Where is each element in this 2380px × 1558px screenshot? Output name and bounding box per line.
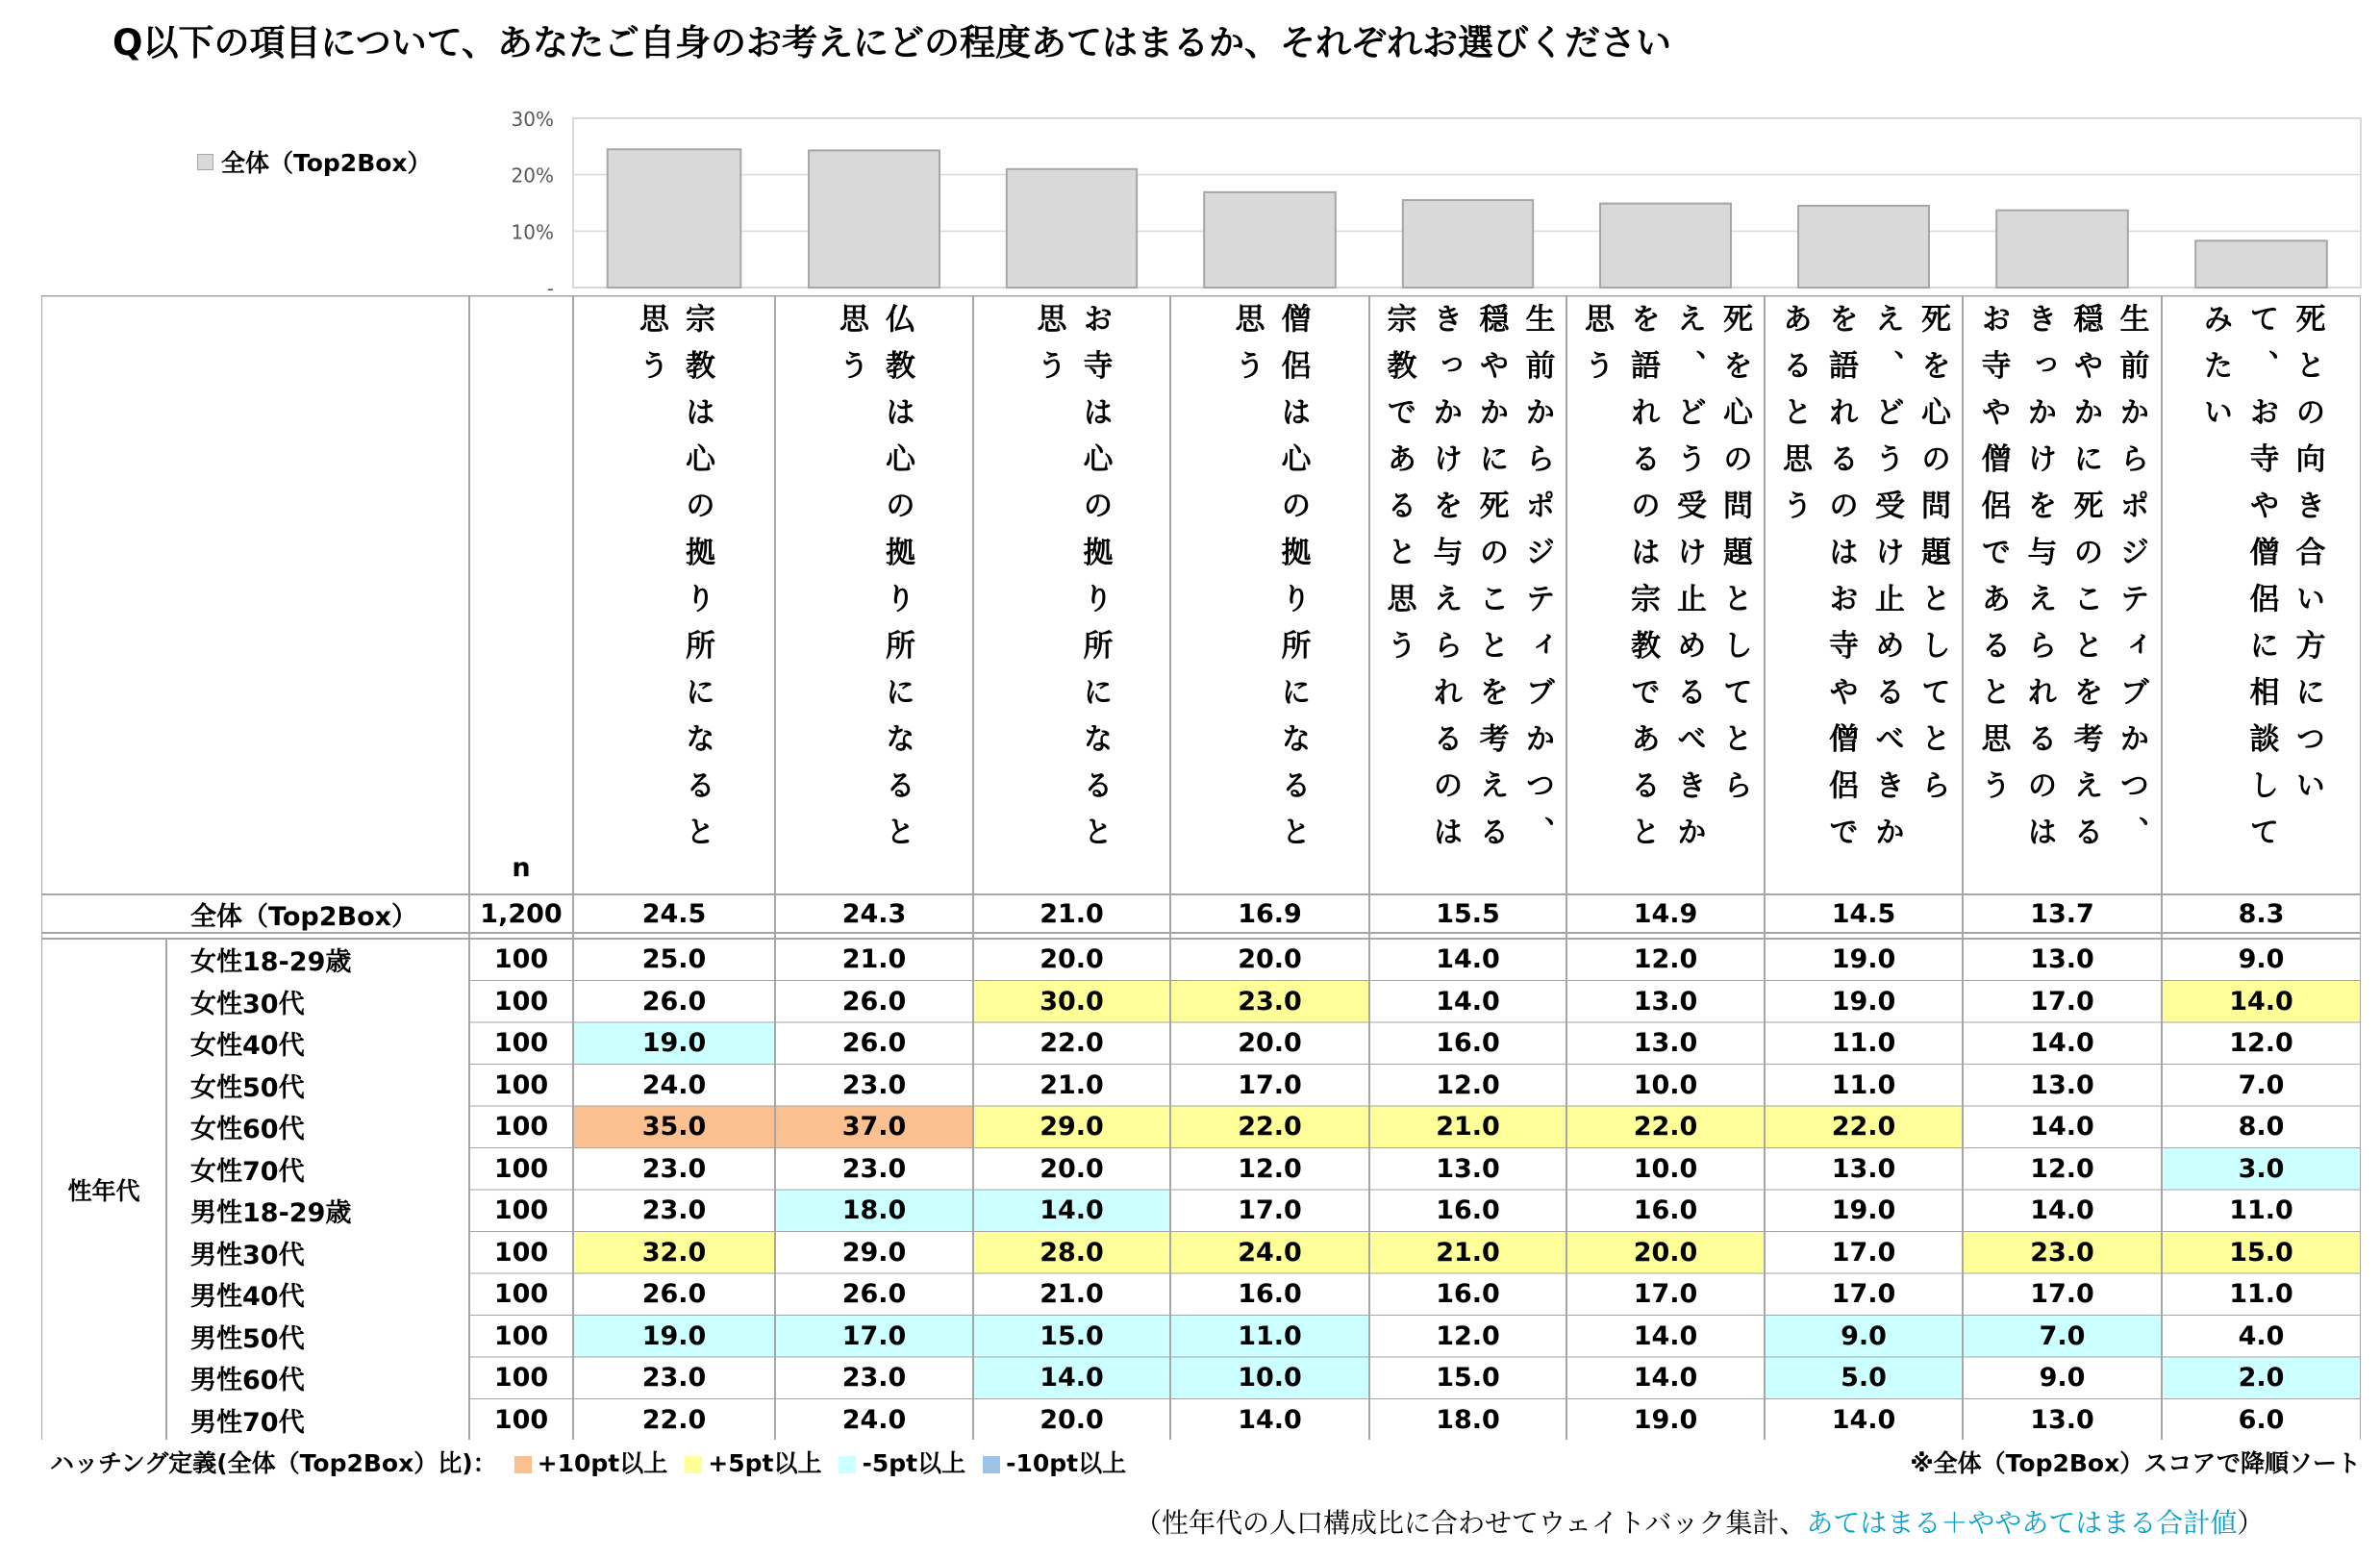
value-cell: 23.0 [1170, 981, 1369, 1023]
column-header-line: 死を心の問題としてとら [1916, 303, 1950, 817]
row-label: 男性60代 [190, 1366, 305, 1396]
row-label: 男性50代 [190, 1323, 305, 1354]
hatching-swatch [685, 1456, 702, 1473]
total-value-cell: 24.3 [841, 898, 907, 929]
value-cell: 11.0 [1170, 1316, 1369, 1358]
hatching-label: ハッチング定義(全体（Top2Box）比)： [50, 1449, 497, 1477]
value-cell: 9.0 [1765, 1316, 1963, 1358]
legend-label: 全体（Top2Box） [221, 149, 432, 177]
value-cell: 5.0 [1765, 1357, 1963, 1399]
value-cell: 23.0 [841, 1363, 907, 1394]
value-cell: 24.0 [841, 1404, 907, 1435]
column-header-line: て、お寺や僧侶に相談して [2243, 303, 2279, 863]
value-cell: 17.0 [775, 1316, 973, 1358]
column-header-line: を語れるのはお寺や僧侶で [1823, 303, 1858, 863]
n-header: n [512, 853, 531, 883]
hatching-swatch [839, 1456, 856, 1473]
value-cell: 21.0 [1040, 1069, 1104, 1100]
column-header-line: 死との向き合い方につい [2290, 303, 2325, 817]
column-header [973, 303, 1170, 863]
value-cell: 20.0 [1238, 1028, 1302, 1059]
total-n-cell: 1,200 [480, 898, 563, 929]
value-cell: 17.0 [2030, 1279, 2094, 1310]
value-cell: 17.0 [1831, 1279, 1896, 1310]
value-cell: 23.0 [841, 1153, 907, 1184]
value-cell: 11.0 [1831, 1069, 1896, 1100]
value-cell: 17.0 [1238, 1069, 1302, 1100]
value-cell: 19.0 [573, 1316, 775, 1358]
column-header-line: 宗教であると思う [1381, 303, 1416, 676]
value-cell: 13.0 [2030, 1404, 2094, 1435]
value-cell: 15.0 [2162, 1232, 2361, 1274]
value-cell: 19.0 [1831, 944, 1896, 975]
value-cell: 17.0 [1633, 1279, 1698, 1310]
value-cell: 28.0 [973, 1232, 1170, 1274]
n-cell: 100 [493, 1237, 549, 1268]
value-cell: 35.0 [573, 1106, 775, 1148]
y-tick-label: 30% [511, 108, 554, 131]
value-cell: 20.0 [1040, 1404, 1104, 1435]
value-cell: 20.0 [1566, 1232, 1765, 1274]
value-cell: 14.0 [1238, 1404, 1302, 1435]
value-cell: 23.0 [641, 1195, 707, 1226]
value-cell: 13.0 [1633, 986, 1698, 1017]
column-header [1566, 303, 1765, 863]
column-header-line: 穏やかに死のことを考える [2067, 303, 2103, 863]
y-tick-label: - [546, 277, 554, 298]
bar [2195, 240, 2327, 288]
note-highlight: あてはまる＋ややあてはまる合計値 [1806, 1507, 2238, 1539]
value-cell: 24.0 [641, 1069, 707, 1100]
hatching-swatch [983, 1456, 1000, 1473]
value-cell: 20.0 [1040, 1153, 1104, 1184]
value-cell: 30.0 [973, 981, 1170, 1023]
value-cell: 14.0 [973, 1357, 1170, 1399]
value-cell: 13.0 [1633, 1028, 1698, 1059]
value-cell: 32.0 [573, 1232, 775, 1274]
n-cell: 100 [493, 1404, 549, 1435]
hatching-item-label: +5pt以上 [708, 1449, 822, 1477]
column-header-line: きっかけを与えられるのは [1427, 303, 1463, 863]
column-header-line: え、どう受け止めるべきか [1869, 303, 1904, 863]
value-cell: 21.0 [1369, 1106, 1566, 1148]
bar [1996, 211, 2128, 288]
bar [1600, 204, 1731, 288]
bar [1007, 169, 1137, 288]
crosstab-table [41, 295, 2361, 1440]
value-cell: 23.0 [841, 1069, 907, 1100]
value-cell: 19.0 [573, 1022, 775, 1065]
value-cell: 29.0 [973, 1106, 1170, 1148]
value-cell: 10.0 [1170, 1357, 1369, 1399]
column-header-line: あると思う [1777, 303, 1812, 537]
value-cell: 9.0 [2238, 944, 2285, 975]
legend-swatch [197, 154, 213, 170]
total-value-cell: 16.9 [1238, 898, 1302, 929]
value-cell: 14.0 [2030, 1028, 2094, 1059]
row-label: 女性50代 [190, 1072, 305, 1103]
value-cell: 23.0 [641, 1363, 707, 1394]
value-cell: 16.0 [1633, 1195, 1698, 1226]
column-header [1369, 303, 1566, 863]
value-cell: 20.0 [1040, 944, 1104, 975]
column-header [2162, 303, 2361, 863]
method-note [1135, 1502, 2264, 1541]
value-cell: 14.0 [1831, 1404, 1896, 1435]
value-cell: 7.0 [2238, 1069, 2285, 1100]
column-header [775, 303, 973, 863]
hatching-swatch [514, 1456, 532, 1473]
page-title: Q以下の項目について、あなたご自身のお考えにどの程度あてはまるか、それぞれお選びください [113, 22, 1671, 63]
sort-note: ※全体（Top2Box）スコアで降順ソート [1910, 1449, 2361, 1477]
value-cell: 14.0 [1436, 986, 1500, 1017]
value-cell: 12.0 [1436, 1320, 1500, 1351]
total-value-cell: 21.0 [1040, 898, 1104, 929]
n-cell: 100 [493, 1195, 549, 1226]
value-cell: 14.0 [1633, 1363, 1698, 1394]
value-cell: 16.0 [1436, 1028, 1500, 1059]
row-label: 男性18-29歳 [190, 1198, 352, 1229]
value-cell: 12.0 [2030, 1153, 2094, 1184]
bar [809, 150, 939, 288]
value-cell: 14.0 [2162, 981, 2361, 1023]
column-header-line: 生前からポジティブかつ、 [2114, 303, 2149, 863]
group-label: 性年代 [67, 1177, 140, 1205]
value-cell: 24.0 [1170, 1232, 1369, 1274]
n-cell: 100 [493, 1112, 549, 1143]
total-value-cell: 24.5 [641, 898, 707, 929]
value-cell: 13.0 [2030, 944, 2094, 975]
value-cell: 16.0 [1436, 1195, 1500, 1226]
value-cell: 21.0 [841, 944, 907, 975]
column-header-line: 思う [1579, 303, 1614, 396]
value-cell: 10.0 [1633, 1069, 1698, 1100]
value-cell: 26.0 [841, 1279, 907, 1310]
total-value-cell: 8.3 [2238, 898, 2285, 929]
n-cell: 100 [493, 1028, 549, 1059]
value-cell: 12.0 [1633, 944, 1698, 975]
value-cell: 12.0 [1238, 1153, 1302, 1184]
value-cell: 23.0 [641, 1153, 707, 1184]
total-value-cell: 15.5 [1436, 898, 1500, 929]
value-cell: 9.0 [2039, 1363, 2086, 1394]
n-cell: 100 [493, 1320, 549, 1351]
n-cell: 100 [493, 1069, 549, 1100]
column-header-line: 思う [834, 303, 868, 396]
value-cell: 12.0 [1436, 1069, 1500, 1100]
column-header-line: 死を心の問題としてとら [1717, 303, 1752, 817]
value-cell: 20.0 [1238, 944, 1302, 975]
column-header-line: 思う [1229, 303, 1265, 396]
chart-legend [197, 144, 432, 179]
column-header-line: 仏教は心の拠り所になると [880, 303, 914, 863]
value-cell: 21.0 [1040, 1279, 1104, 1310]
value-cell: 3.0 [2162, 1148, 2361, 1191]
n-cell: 100 [493, 1153, 549, 1184]
column-header [1170, 303, 1369, 863]
total-value-cell: 14.5 [1831, 898, 1896, 929]
n-cell: 100 [493, 986, 549, 1017]
bar [1204, 192, 1336, 288]
value-cell: 37.0 [775, 1106, 973, 1148]
hatching-item-label: -10pt以上 [1006, 1449, 1127, 1477]
value-cell: 11.0 [2229, 1279, 2293, 1310]
value-cell: 19.0 [1831, 986, 1896, 1017]
row-label: 女性60代 [190, 1115, 305, 1145]
value-cell: 14.0 [2030, 1195, 2094, 1226]
column-header-line: え、どう受け止めるべきか [1671, 303, 1706, 863]
value-cell: 12.0 [2229, 1028, 2293, 1059]
column-header-line: を語れるのは宗教であると [1625, 303, 1660, 863]
column-header-line: 僧侶は心の拠り所になると [1275, 303, 1311, 863]
value-cell: 16.0 [1436, 1279, 1500, 1310]
value-cell: 11.0 [1831, 1028, 1896, 1059]
value-cell: 29.0 [841, 1237, 907, 1268]
column-header-line: みたい [2197, 303, 2233, 443]
value-cell: 19.0 [1831, 1195, 1896, 1226]
value-cell: 22.0 [1566, 1106, 1765, 1148]
column-header-line: きっかけを与えられるのは [2021, 303, 2057, 863]
value-cell: 23.0 [1963, 1232, 2162, 1274]
value-cell: 25.0 [641, 944, 707, 975]
value-cell: 13.0 [1831, 1153, 1896, 1184]
row-label: 男性30代 [190, 1240, 305, 1270]
value-cell: 14.0 [1633, 1320, 1698, 1351]
bar [1403, 200, 1533, 288]
value-cell: 21.0 [1369, 1232, 1566, 1274]
value-cell: 26.0 [841, 1028, 907, 1059]
value-cell: 17.0 [1238, 1195, 1302, 1226]
value-cell: 17.0 [2030, 986, 2094, 1017]
column-header-line: お寺は心の拠り所になると [1077, 303, 1113, 863]
value-cell: 18.0 [775, 1190, 973, 1232]
y-tick-label: 10% [511, 220, 554, 244]
total-value-cell: 14.9 [1633, 898, 1698, 929]
value-cell: 22.0 [1170, 1106, 1369, 1148]
value-cell: 14.0 [1436, 944, 1500, 975]
value-cell: 13.0 [1436, 1153, 1500, 1184]
value-cell: 11.0 [2229, 1195, 2293, 1226]
column-header [573, 303, 775, 863]
hatching-item-label: -5pt以上 [862, 1449, 966, 1477]
column-header-line: 宗教は心の拠り所になると [680, 303, 714, 863]
row-label: 男性70代 [190, 1407, 305, 1438]
value-cell: 6.0 [2238, 1404, 2285, 1435]
value-cell: 15.0 [973, 1316, 1170, 1358]
value-cell: 8.0 [2238, 1112, 2285, 1143]
hatching-item-label: +10pt以上 [537, 1449, 668, 1477]
value-cell: 18.0 [1436, 1404, 1500, 1435]
row-label: 男性40代 [190, 1282, 305, 1313]
value-cell: 2.0 [2162, 1357, 2361, 1399]
column-header-line: 思う [1031, 303, 1066, 396]
value-cell: 15.0 [1436, 1363, 1500, 1394]
row-label: 女性70代 [190, 1156, 305, 1187]
value-cell: 14.0 [973, 1190, 1170, 1232]
value-cell: 19.0 [1633, 1404, 1698, 1435]
value-cell: 13.0 [2030, 1069, 2094, 1100]
value-cell: 16.0 [1238, 1279, 1302, 1310]
note-suffix: ） [2237, 1507, 2265, 1539]
total-value-cell: 13.7 [2030, 898, 2094, 929]
value-cell: 10.0 [1633, 1153, 1698, 1184]
column-header [1963, 303, 2162, 863]
row-label: 女性18-29歳 [190, 947, 352, 978]
n-cell: 100 [493, 944, 549, 975]
column-header-line: 思う [634, 303, 668, 396]
n-cell: 100 [493, 1363, 549, 1394]
value-cell: 26.0 [641, 986, 707, 1017]
value-cell: 14.0 [2030, 1112, 2094, 1143]
bar [608, 149, 741, 288]
row-label: 女性30代 [190, 989, 305, 1019]
value-cell: 17.0 [1831, 1237, 1896, 1268]
column-header-line: 穏やかに死のことを考える [1473, 303, 1509, 863]
value-cell: 22.0 [1765, 1106, 1963, 1148]
note-prefix: （性年代の人口構成比に合わせてウェイトバック集計、 [1135, 1507, 1807, 1539]
value-cell: 26.0 [641, 1279, 707, 1310]
hatching-legend [50, 1445, 1126, 1479]
value-cell: 7.0 [1963, 1316, 2162, 1358]
total-row-label: 全体（Top2Box） [190, 901, 418, 932]
bar [1798, 206, 1929, 288]
column-header-line: 生前からポジティブかつ、 [1519, 303, 1555, 863]
n-cell: 100 [493, 1279, 549, 1310]
row-label: 女性40代 [190, 1031, 305, 1062]
value-cell: 4.0 [2238, 1320, 2285, 1351]
column-header [1765, 303, 1963, 863]
value-cell: 22.0 [641, 1404, 707, 1435]
value-cell: 22.0 [1040, 1028, 1104, 1059]
value-cell: 26.0 [841, 986, 907, 1017]
y-tick-label: 20% [511, 163, 554, 188]
column-header-line: お寺や僧侶であると思う [1975, 303, 2011, 817]
